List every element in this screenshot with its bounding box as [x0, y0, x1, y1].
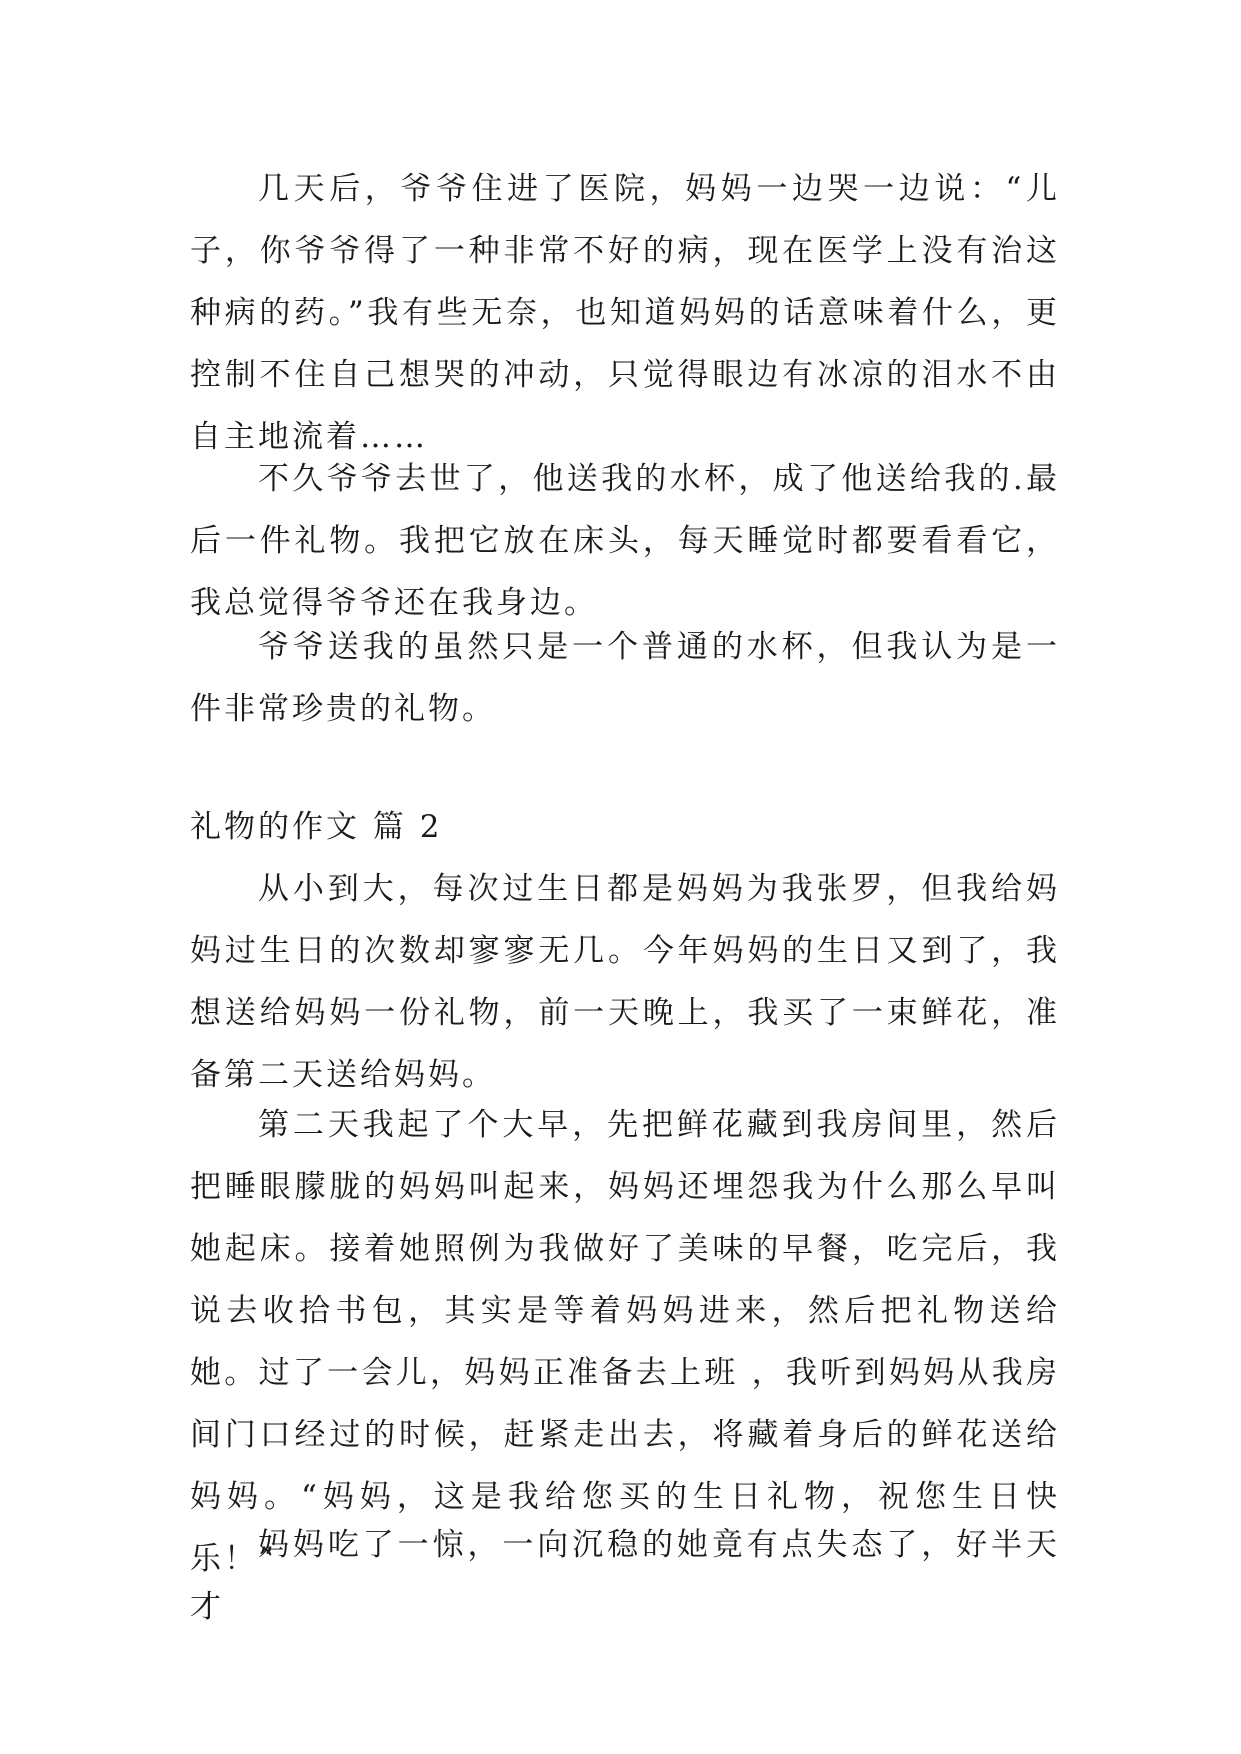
- paragraph-grandpa-hospital: 几天后，爷爷住进了医院，妈妈一边哭一边说：“儿子，你爷爷得了一种非常不好的病，现在医学上没有治这种病的药。”我有些无奈，也知道妈妈的话意味着什么，更控制不住自己想哭的冲动，只觉得眼边有冰凉的泪水不由自主地流着……: [190, 171, 1060, 455]
- paragraph-grandpa-passed: 不久爷爷去世了，他送我的水杯，成了他送给我的.最后一件礼物。我把它放在床头，每天睡觉时都要看看它，我总觉得爷爷还在我身边。: [190, 461, 1060, 621]
- paragraph-birthday-morning: 第二天我起了个大早，先把鲜花藏到我房间里，然后把睡眼朦胧的妈妈叫起来，妈妈还埋怨我为什么那么早叫她起床。接着她照例为我做好了美味的早餐，吃完后，我说去收拾书包，其实是等着妈妈进来，然后把礼物送给她。过了一会儿，妈妈正准备去上班 ，我听到妈妈从我房间门口经过的时候，赶紧走出去，将藏着身后的鲜花送给妈妈。“妈妈，这是我给您买的生日礼物，祝您生日快乐！”: [190, 1107, 1060, 1577]
- paragraph-birthday-plan: 从小到大，每次过生日都是妈妈为我张罗，但我给妈妈过生日的次数却寥寥无几。今年妈妈的生日又到了，我想送给妈妈一份礼物，前一天晚上，我买了一束鲜花，准备第二天送给妈妈。: [190, 871, 1060, 1093]
- section-heading: 礼物的作文 篇 2: [190, 809, 443, 845]
- paragraph-mom-surprised: 妈妈吃了一惊，一向沉稳的她竟有点失态了，好半天才: [190, 1527, 1060, 1625]
- paragraph-precious-gift: 爷爷送我的虽然只是一个普通的水杯，但我认为是一件非常珍贵的礼物。: [190, 629, 1060, 727]
